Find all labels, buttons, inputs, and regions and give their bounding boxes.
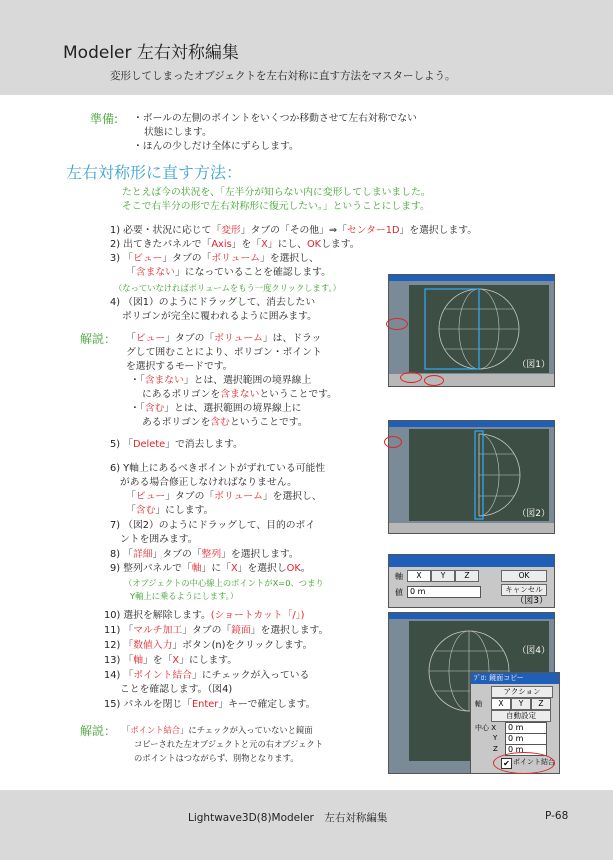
page-number: P-68 xyxy=(545,810,569,822)
expl1-line-5: にあるポリゴンを含まないということです。 xyxy=(142,389,337,400)
step-9-note-1: （オブジェクトの中心線上のポイントがX=0、つまり xyxy=(124,578,324,588)
align-value-field[interactable]: 0 m xyxy=(407,586,481,598)
step-5: 5) 「Delete」で消去します。 xyxy=(110,439,243,450)
explanation-label-2: 解説： xyxy=(80,724,117,738)
step-14b: ことを確認します。（図4) xyxy=(120,684,233,695)
mirror-axis-y[interactable]: Y xyxy=(511,698,531,710)
figure-2-caption: （図2） xyxy=(517,509,550,519)
expl2-line-2: コピーされた左オブジェクトと元の右オブジェクト xyxy=(134,739,324,749)
step-4b: ポリゴンが完全に覆われるように囲みます。 xyxy=(122,311,317,322)
expl2-line-3: のポイントはつながらず、別物となります。 xyxy=(134,753,299,763)
align-cancel-button[interactable]: キャンセル xyxy=(501,584,547,596)
expl2-line-1: 「ポイント結合」にチェックが入っていないと鏡面 xyxy=(122,725,313,735)
footer-band xyxy=(0,790,613,860)
step-12: 12) 「数値入力」ボタン(n)をクリックします。 xyxy=(104,640,313,651)
step-14a: 14) 「ポイント結合」にチェックが入っている xyxy=(104,670,310,681)
mirror-y-label: Y xyxy=(493,734,498,742)
align-axis-label: 軸 xyxy=(395,572,403,581)
method-heading: 左右対称形に直す方法： xyxy=(66,163,243,182)
step-15: 15) パネルを閉じ「Enter」キーで確定します。 xyxy=(104,699,316,710)
mirror-axis-z[interactable]: Z xyxy=(531,698,551,710)
mirror-action-select[interactable]: アクション xyxy=(491,686,553,698)
step-8: 8) 「詳細」タブの「整列」を選択します。 xyxy=(110,549,299,560)
page-subtitle: 変形してしまったオブジェクトを左右対称に直す方法をマスターしよう。 xyxy=(110,70,456,82)
mirror-panel-title: ﾌﾟﾛ: 鏡面コピー xyxy=(474,674,524,682)
step-3b: 「含まない」になっていることを確認します。 xyxy=(126,267,331,278)
expl1-line-6: ・「含む」とは、選択範囲の境界線上に xyxy=(130,403,302,414)
mirror-axis-x[interactable]: X xyxy=(491,698,511,710)
figure-2-screenshot xyxy=(388,420,555,534)
highlight-ring xyxy=(400,372,422,383)
prep-line-2: 状態にします。 xyxy=(144,127,212,138)
figure-3-caption: （図3） xyxy=(515,596,548,606)
mirror-axis-label: 軸 xyxy=(475,700,482,708)
step-13: 13) 「軸」を「X」にします。 xyxy=(104,655,238,666)
figure-1-caption: （図1） xyxy=(517,360,550,370)
mirror-center-y-field[interactable]: 0 m xyxy=(505,733,547,745)
figure-3-align-panel xyxy=(388,554,555,608)
footer-title: Lightwave3D(8)Modeler 左右対称編集 xyxy=(188,812,388,824)
step-11: 11) 「マルチ加工」タブの「鏡面」を選択します。 xyxy=(104,625,329,636)
step-4a: 4) （図1）のようにドラッグして、消去したい xyxy=(110,297,316,308)
prep-line-3: ・ほんの少しだけ全体にずらします。 xyxy=(133,141,299,152)
step-7a: 7) （図2）のようにドラッグして、目的のポイ xyxy=(110,520,316,531)
step-2: 2) 出てきたパネルで「Axis」を「X」にし、OKします。 xyxy=(110,239,360,250)
step-3-note: （なっていなければボリュームをもう一度クリックします。） xyxy=(114,283,341,293)
mirror-center-label: 中心 X xyxy=(475,724,497,732)
step-9: 9) 整列パネルで「軸」に「X」を選択しOK。 xyxy=(110,563,311,574)
step-6c: 「ビュー」タブの「ボリューム」を選択し、 xyxy=(126,491,322,502)
explanation-label-1: 解説： xyxy=(80,332,117,346)
step-6b: がある場合修正しなければなりません。 xyxy=(120,477,297,488)
step-1: 1) 必要・状況に応じて「変形」タブの「その他」⇒「センター1D」を選択します。 xyxy=(110,225,478,236)
mirror-center-z-field[interactable]: 0 m xyxy=(505,744,547,756)
figure-1-screenshot xyxy=(388,274,555,387)
step-6a: 6) Y軸上にあるべきポイントがずれている可能性 xyxy=(110,463,326,474)
align-axis-z[interactable]: Z xyxy=(455,570,479,582)
page-title: Modeler 左右対称編集 xyxy=(63,43,239,63)
align-ok-button[interactable]: OK xyxy=(501,570,547,582)
merge-points-label: ポイント結合 xyxy=(513,758,555,766)
expl1-line-1: 「ビュー」タブの「ボリューム」は、ドラッ xyxy=(126,333,322,344)
method-intro-1: たとえば今の状況を、「左半分が知らない内に変形してしまいました。 xyxy=(122,187,431,198)
prep-label: 準備: xyxy=(90,112,119,126)
expl1-line-3: を選択するモードです。 xyxy=(126,361,233,372)
mirror-center-x-field[interactable]: 0 m xyxy=(505,722,547,734)
align-value-label: 値 xyxy=(395,588,403,597)
highlight-ring xyxy=(493,752,555,774)
expl1-line-4: ・「含まない」とは、選択範囲の境界線上 xyxy=(130,375,312,386)
align-axis-x[interactable]: X xyxy=(407,570,431,582)
merge-points-checkbox[interactable]: ✔ xyxy=(501,758,512,769)
mirror-auto-button[interactable]: 自動設定 xyxy=(491,710,551,722)
step-10: 10) 選択を解除します。(ショートカット「/」) xyxy=(104,610,305,621)
method-intro-2: そこで右半分の形で左右対称形に復元したい。」ということにします。 xyxy=(122,201,430,212)
highlight-ring xyxy=(386,318,408,330)
step-9-note-2: Y軸上に乗るようにします。） xyxy=(130,591,239,601)
expl1-line-2: グして囲むことにより、ポリゴン・ポイント xyxy=(126,347,322,358)
highlight-ring xyxy=(384,436,402,448)
step-3a: 3) 「ビュー」タブの「ボリューム」を選択し、 xyxy=(110,253,319,264)
mirror-z-label: Z xyxy=(493,745,498,753)
align-axis-y[interactable]: Y xyxy=(431,570,455,582)
expl1-line-7: あるポリゴンを含むということです。 xyxy=(142,417,308,428)
figure-4-caption: （図4） xyxy=(517,646,550,656)
highlight-ring xyxy=(424,375,444,386)
prep-line-1: ・ボールの左側のポイントをいくつか移動させて左右対称でない xyxy=(133,113,417,124)
step-7b: ントを囲みます。 xyxy=(120,534,198,545)
step-6d: 「含む」にします。 xyxy=(126,505,214,516)
